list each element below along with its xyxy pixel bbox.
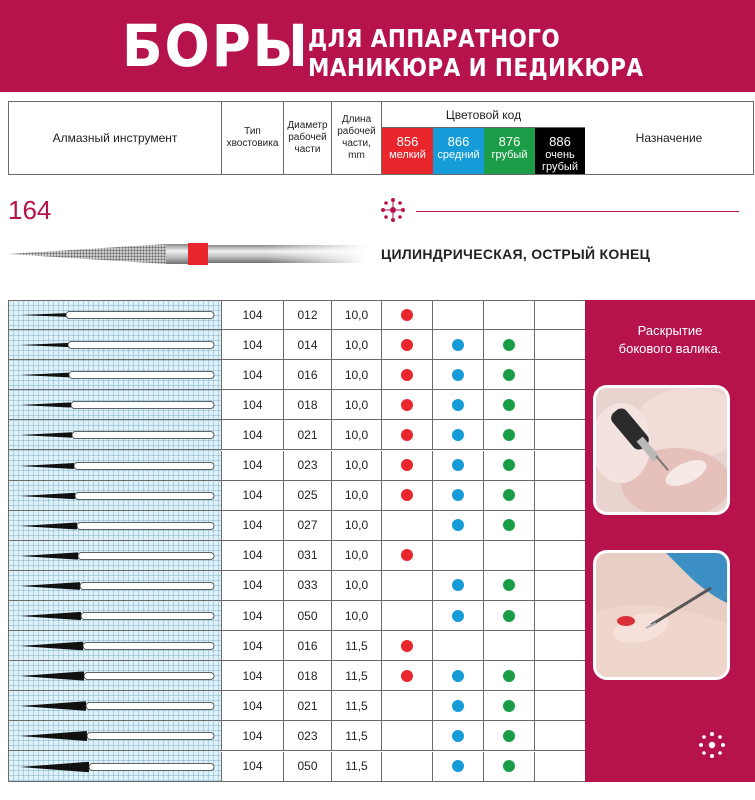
cell-grit-856 xyxy=(381,631,432,660)
cell-shank: 104 xyxy=(221,481,283,510)
grit-code: 886 xyxy=(549,134,571,149)
cell-grit-866 xyxy=(432,481,483,510)
cell-length: 10,0 xyxy=(331,571,381,600)
cell-grit-886 xyxy=(534,511,585,540)
cell-grit-856 xyxy=(381,390,432,419)
availability-dot xyxy=(503,489,515,501)
cell-grit-886 xyxy=(534,691,585,720)
cell-grit-866 xyxy=(432,511,483,540)
grit-label: грубый xyxy=(491,149,528,161)
purpose-text xyxy=(585,322,755,358)
cell-shank: 104 xyxy=(221,451,283,480)
availability-dot xyxy=(452,730,464,742)
bur-table xyxy=(8,300,585,782)
bur-profile-icon xyxy=(20,580,216,592)
cell-grit-876 xyxy=(483,511,534,540)
cell-shank: 104 xyxy=(221,571,283,600)
cell-grit-876 xyxy=(483,330,534,359)
cell-length: 10,0 xyxy=(331,420,381,449)
cell-grit-866 xyxy=(432,300,483,329)
table-row xyxy=(8,511,585,541)
cell-length: 10,0 xyxy=(331,330,381,359)
header-instrument: Алмазный инструмент xyxy=(9,102,222,174)
cell-diameter: 018 xyxy=(283,661,331,690)
availability-dot xyxy=(401,369,413,381)
cell-grit-886 xyxy=(534,601,585,630)
cell-shank: 104 xyxy=(221,631,283,660)
cell-length: 11,5 xyxy=(331,661,381,690)
availability-dot xyxy=(452,459,464,471)
grit-code: 866 xyxy=(447,134,470,149)
cell-grit-866 xyxy=(432,571,483,600)
cell-shank: 104 xyxy=(221,721,283,750)
cell-length: 11,5 xyxy=(331,631,381,660)
availability-dot xyxy=(401,399,413,411)
header-purpose: Назначение xyxy=(635,131,703,145)
cell-grit-856 xyxy=(381,300,432,329)
cell-grit-856 xyxy=(381,691,432,720)
grit-swatch-876 xyxy=(484,128,535,174)
cell-grit-876 xyxy=(483,752,534,781)
purpose-line-2: бокового валика. xyxy=(618,341,722,356)
subtitle-line-1: ДЛЯ АППАРАТНОГО xyxy=(308,24,561,53)
table-row xyxy=(8,631,585,661)
availability-dot xyxy=(452,369,464,381)
cell-grit-876 xyxy=(483,541,534,570)
cell-grit-866 xyxy=(432,360,483,389)
availability-dot xyxy=(503,429,515,441)
ornament-icon xyxy=(380,197,406,223)
table-header xyxy=(8,101,754,175)
table-row xyxy=(8,420,585,450)
bur-profile-icon xyxy=(20,700,216,712)
availability-dot xyxy=(503,369,515,381)
table-row xyxy=(8,481,585,511)
table-row xyxy=(8,571,585,601)
nail-treatment-photo xyxy=(593,550,730,680)
cell-grit-886 xyxy=(534,360,585,389)
cell-grit-856 xyxy=(381,541,432,570)
purpose-ornament-icon xyxy=(697,730,727,760)
bur-profile-icon xyxy=(20,550,216,562)
cell-length: 10,0 xyxy=(331,390,381,419)
cell-grit-876 xyxy=(483,721,534,750)
bur-profile-icon xyxy=(20,429,216,441)
cell-shank: 104 xyxy=(221,601,283,630)
cell-grit-876 xyxy=(483,661,534,690)
cell-length: 11,5 xyxy=(331,752,381,781)
cell-grit-876 xyxy=(483,390,534,419)
availability-dot xyxy=(401,640,413,652)
cell-length: 10,0 xyxy=(331,300,381,329)
cell-length: 10,0 xyxy=(331,601,381,630)
grit-swatch-886 xyxy=(535,128,585,174)
availability-dot xyxy=(503,610,515,622)
availability-dot xyxy=(452,429,464,441)
availability-dot xyxy=(503,399,515,411)
cell-grit-856 xyxy=(381,752,432,781)
title-banner xyxy=(0,0,755,92)
page-title: БОРЫ xyxy=(122,12,310,80)
cell-shank: 104 xyxy=(221,300,283,329)
bur-profile-icon xyxy=(20,399,216,411)
header-diameter: Диаметр рабочей части xyxy=(284,102,332,174)
cell-diameter: 031 xyxy=(283,541,331,570)
cell-grit-876 xyxy=(483,451,534,480)
bur-profile-icon xyxy=(20,761,216,773)
cell-length: 10,0 xyxy=(331,451,381,480)
availability-dot xyxy=(452,489,464,501)
cell-grit-886 xyxy=(534,390,585,419)
bur-illustration xyxy=(6,236,366,272)
cell-grit-856 xyxy=(381,721,432,750)
bur-profile-icon xyxy=(20,520,216,532)
purpose-panel xyxy=(585,300,755,782)
availability-dot xyxy=(503,700,515,712)
grit-label: средний xyxy=(437,149,480,161)
availability-dot xyxy=(401,489,413,501)
cell-diameter: 025 xyxy=(283,481,331,510)
cell-grit-866 xyxy=(432,631,483,660)
cell-grit-866 xyxy=(432,721,483,750)
bur-profile-icon xyxy=(20,460,216,472)
availability-dot xyxy=(452,519,464,531)
table-row xyxy=(8,360,585,390)
cell-grit-866 xyxy=(432,330,483,359)
header-shank-type: Тип хвостовика xyxy=(222,102,284,174)
cell-grit-866 xyxy=(432,541,483,570)
bur-profile-icon xyxy=(20,309,216,321)
cell-shank: 104 xyxy=(221,511,283,540)
cell-diameter: 018 xyxy=(283,390,331,419)
cell-grit-886 xyxy=(534,451,585,480)
cell-diameter: 050 xyxy=(283,752,331,781)
cell-grit-866 xyxy=(432,451,483,480)
cell-grit-886 xyxy=(534,721,585,750)
grit-swatch-866 xyxy=(433,128,484,174)
product-code: 164 xyxy=(8,195,52,225)
cell-grit-856 xyxy=(381,420,432,449)
cell-grit-886 xyxy=(534,752,585,781)
cell-grit-876 xyxy=(483,360,534,389)
grit-swatch-856 xyxy=(382,128,433,174)
grit-label: мелкий xyxy=(389,149,426,161)
cell-diameter: 027 xyxy=(283,511,331,540)
cell-shank: 104 xyxy=(221,390,283,419)
bur-shape-name: ЦИЛИНДРИЧЕСКАЯ, ОСТРЫЙ КОНЕЦ xyxy=(381,246,651,262)
availability-dot xyxy=(452,339,464,351)
cell-grit-886 xyxy=(534,420,585,449)
cell-grit-886 xyxy=(534,481,585,510)
cell-grit-886 xyxy=(534,300,585,329)
table-row xyxy=(8,390,585,420)
table-row xyxy=(8,300,585,330)
cell-grit-886 xyxy=(534,571,585,600)
cell-length: 10,0 xyxy=(331,360,381,389)
bur-profile-icon xyxy=(20,610,216,622)
table-row xyxy=(8,451,585,481)
availability-dot xyxy=(503,339,515,351)
table-row xyxy=(8,330,585,360)
cell-shank: 104 xyxy=(221,752,283,781)
cell-grit-876 xyxy=(483,481,534,510)
bur-profile-icon xyxy=(20,730,216,742)
bur-profile-icon xyxy=(20,369,216,381)
availability-dot xyxy=(452,579,464,591)
cell-shank: 104 xyxy=(221,541,283,570)
availability-dot xyxy=(401,459,413,471)
cell-grit-866 xyxy=(432,390,483,419)
availability-dot xyxy=(503,579,515,591)
cell-length: 10,0 xyxy=(331,481,381,510)
table-row xyxy=(8,721,585,751)
divider-line xyxy=(416,211,739,212)
cell-grit-856 xyxy=(381,481,432,510)
cell-grit-886 xyxy=(534,631,585,660)
table-row xyxy=(8,661,585,691)
cell-diameter: 016 xyxy=(283,631,331,660)
cell-grit-866 xyxy=(432,752,483,781)
grit-code: 876 xyxy=(498,134,521,149)
cell-shank: 104 xyxy=(221,691,283,720)
cell-diameter: 021 xyxy=(283,420,331,449)
cell-grit-886 xyxy=(534,330,585,359)
cell-grit-876 xyxy=(483,420,534,449)
cell-diameter: 050 xyxy=(283,601,331,630)
header-length: Длина рабочей части, mm xyxy=(332,102,382,174)
availability-dot xyxy=(401,670,413,682)
cell-grit-876 xyxy=(483,601,534,630)
cell-shank: 104 xyxy=(221,360,283,389)
cell-diameter: 021 xyxy=(283,691,331,720)
availability-dot xyxy=(503,459,515,471)
table-row xyxy=(8,601,585,631)
availability-dot xyxy=(452,399,464,411)
cell-grit-866 xyxy=(432,661,483,690)
availability-dot xyxy=(401,429,413,441)
cell-grit-856 xyxy=(381,451,432,480)
cell-grit-856 xyxy=(381,601,432,630)
cell-grit-876 xyxy=(483,571,534,600)
cell-grit-866 xyxy=(432,691,483,720)
availability-dot xyxy=(401,339,413,351)
bur-profile-icon xyxy=(20,670,216,682)
availability-dot xyxy=(503,760,515,772)
cell-grit-856 xyxy=(381,330,432,359)
manicure-drill-photo xyxy=(593,385,730,515)
availability-dot xyxy=(452,670,464,682)
cell-diameter: 023 xyxy=(283,721,331,750)
cell-length: 10,0 xyxy=(331,511,381,540)
availability-dot xyxy=(401,549,413,561)
availability-dot xyxy=(503,670,515,682)
cell-diameter: 012 xyxy=(283,300,331,329)
cell-grit-866 xyxy=(432,420,483,449)
cell-grit-886 xyxy=(534,541,585,570)
bur-profile-icon xyxy=(20,339,216,351)
cell-grit-876 xyxy=(483,691,534,720)
table-row xyxy=(8,691,585,721)
availability-dot xyxy=(452,610,464,622)
cell-grit-856 xyxy=(381,360,432,389)
availability-dot xyxy=(503,519,515,531)
cell-grit-886 xyxy=(534,661,585,690)
bur-profile-icon xyxy=(20,640,216,652)
page-subtitle xyxy=(308,24,643,82)
table-row xyxy=(8,752,585,782)
cell-shank: 104 xyxy=(221,330,283,359)
availability-dot xyxy=(452,700,464,712)
cell-length: 10,0 xyxy=(331,541,381,570)
cell-diameter: 014 xyxy=(283,330,331,359)
cell-grit-876 xyxy=(483,631,534,660)
purpose-line-1: Раскрытие xyxy=(637,323,703,338)
cell-length: 11,5 xyxy=(331,691,381,720)
cell-grit-876 xyxy=(483,300,534,329)
cell-shank: 104 xyxy=(221,661,283,690)
cell-grit-866 xyxy=(432,601,483,630)
availability-dot xyxy=(401,309,413,321)
subtitle-line-2: МАНИКЮРА И ПЕДИКЮРА xyxy=(308,53,644,82)
grit-label: очень грубый xyxy=(542,149,578,173)
cell-diameter: 023 xyxy=(283,451,331,480)
grit-code: 856 xyxy=(396,134,419,149)
availability-dot xyxy=(452,760,464,772)
cell-diameter: 033 xyxy=(283,571,331,600)
table-row xyxy=(8,541,585,571)
cell-grit-856 xyxy=(381,661,432,690)
cell-shank: 104 xyxy=(221,420,283,449)
cell-grit-856 xyxy=(381,571,432,600)
bur-profile-icon xyxy=(20,490,216,502)
cell-length: 11,5 xyxy=(331,721,381,750)
header-color-code: Цветовой код xyxy=(382,102,585,128)
availability-dot xyxy=(503,730,515,742)
cell-grit-856 xyxy=(381,511,432,540)
cell-diameter: 016 xyxy=(283,360,331,389)
